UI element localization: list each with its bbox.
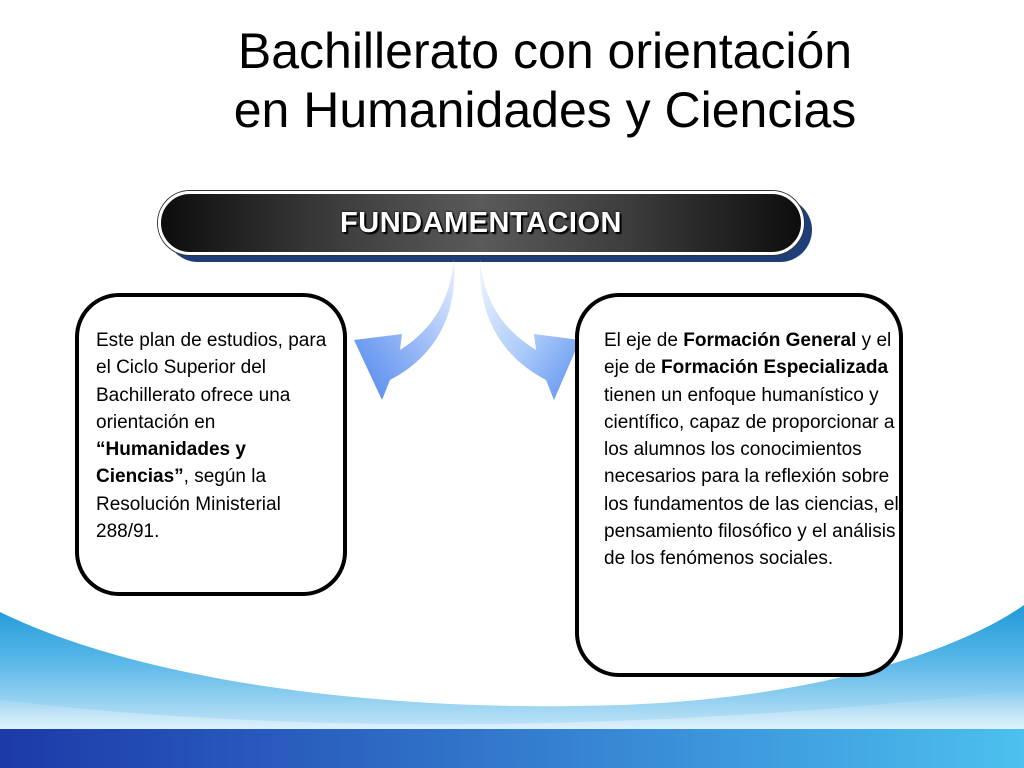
card-left-text — [96, 327, 333, 545]
banner — [158, 191, 804, 255]
curved-arrows — [340, 258, 580, 408]
title-line-1: Bachillerato con orientación — [237, 23, 853, 79]
arrow-right-icon — [480, 260, 580, 400]
card-right-text — [604, 327, 899, 573]
banner-label: FUNDAMENTACION — [340, 207, 622, 239]
title-line-2: en Humanidades y Ciencias — [233, 82, 857, 138]
card-right-text-1: El eje de — [604, 330, 684, 351]
arrow-left-icon — [354, 260, 454, 400]
card-left-text-3: , según la Resolución Ministerial 288/91. — [96, 466, 281, 543]
card-right-text-3: y el eje de — [604, 330, 892, 379]
card-left-text-1: Este plan de estudios, para el Ciclo Superior del Bachillerato ofrece una orientación en — [96, 330, 327, 433]
card-right-text-bold-1: Formación General — [683, 330, 857, 351]
card-right-text-bold-2: Formación Especializada — [661, 357, 889, 379]
footer-bar — [0, 729, 1024, 768]
card-left — [75, 293, 347, 596]
card-right-text-5: tienen un enfoque humanístico y científico, capaz de proporcionar a los alumnos los conocimientos necesarios para la reflexión sobre los fundamentos de las ciencias, el pensamiento filosófico y el análisis de los fenómenos sociales. — [604, 384, 899, 570]
card-left-text-bold: “Humanidades y Ciencias” — [96, 439, 246, 488]
page-title — [150, 22, 940, 140]
card-right — [575, 293, 903, 677]
